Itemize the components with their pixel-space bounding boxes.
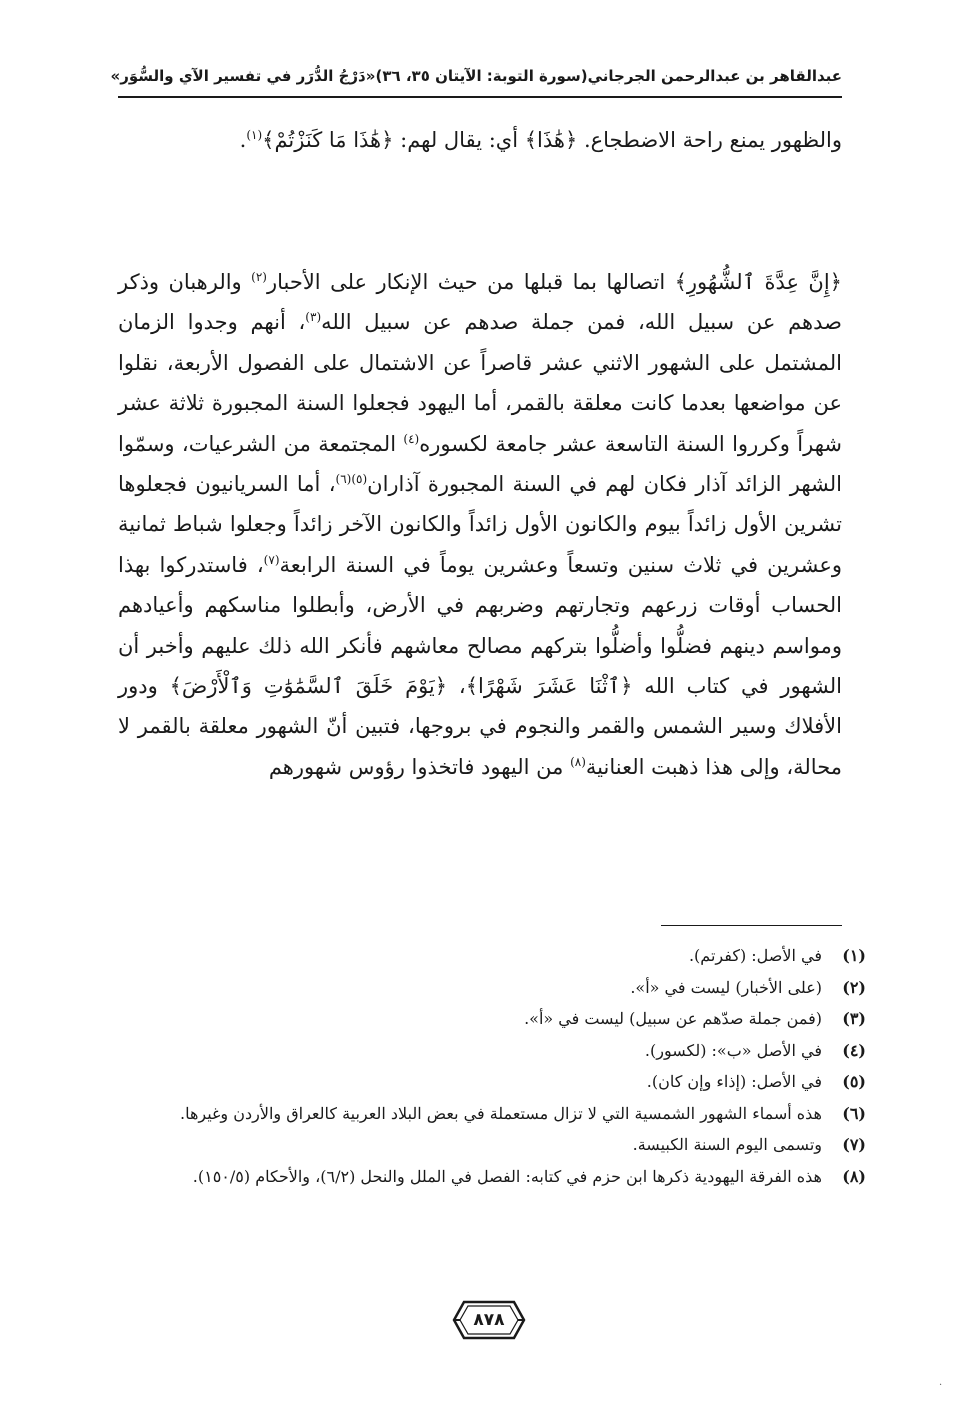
footnote-ref-3[interactable]: (٣) — [305, 310, 322, 325]
footnote-number: (٦) — [842, 1103, 866, 1123]
footnote-number: (٢) — [842, 977, 866, 997]
paragraph-2-seg1: ﴿إِنَّ عِدَّةَ ٱلشُّهُورِ﴾ اتصالها بما قبلها من حيث الإنكار على الأحبار — [266, 270, 842, 294]
footnote-ref-8[interactable]: (٨) — [570, 754, 586, 769]
footnote-number: (٨) — [842, 1166, 866, 1186]
paragraph-2-seg7: من اليهود فاتخذوا رؤوس شهورهم — [268, 754, 571, 779]
footnote-text: هذه أسماء الشهور الشمسية التي لا تزال مستعملة في بعض البلاد العربية كالعراق والأردن وغيرها. — [179, 1103, 822, 1123]
footnote-number: (٥) — [842, 1072, 866, 1091]
footnote-text: في الأصل: (كفرتم). — [688, 946, 822, 965]
footnote-item — [118, 972, 866, 1004]
footnote-text: هذه الفرقة اليهودية ذكرها ابن حزم في كتابه: الفصل في الملل والنحل (٦/٢)، والأحكام (١٥٠/٥). — [192, 1166, 822, 1186]
footnote-number: (٧) — [842, 1135, 866, 1154]
footnote-text: (فمن جملة صدّهم عن سبيل) ليست في «أ». — [524, 1009, 822, 1028]
footnote-item — [118, 1003, 866, 1035]
page-number-ornament — [452, 1300, 526, 1340]
paragraph-2-seg2: والرهبان وذكر صدهم عن سبيل الله، فمن جملة صدهم عن سبيل الله — [118, 270, 842, 335]
footnote-separator — [661, 925, 842, 926]
header-rule — [118, 96, 842, 98]
page-number: ٨٧٨ — [473, 1310, 505, 1330]
footnote-number: (٣) — [842, 1009, 866, 1028]
paragraph-1-text: والظهور يمنع راحة الاضطجاع. ﴿هَٰذَا﴾ أي: يقال لهم: ﴿هَٰذَا مَا كَنَزْتُمْ﴾ — [262, 128, 842, 152]
footnote-text: (على الأخبار) ليست في «أ». — [630, 977, 822, 997]
header-author: عبدالقاهر بن عبدالرحمن الجرجاني — [587, 67, 842, 85]
margin-mark: · — [939, 1380, 943, 1391]
header-book-title: «دَرْجُ الدُّرَر في تفسير الآي والسُّوَر» — [110, 67, 376, 85]
footnote-item — [118, 1129, 866, 1161]
footnote-item — [118, 1161, 866, 1193]
running-header — [110, 56, 842, 96]
footnote-ref-7[interactable]: (٧) — [263, 552, 280, 567]
footnote-item — [118, 1035, 866, 1067]
footnote-text: في الأصل «ب»: (لكسور). — [644, 1040, 822, 1060]
footnote-ref-5-6[interactable]: (٥)(٦) — [335, 472, 368, 487]
paragraph-2-seg5: ، أما السريانيون فجعلوها تشرين الأول زائداً بيوم والكانون الأول زائداً والكانون الآخر زائداً وجعلوا شباط ثمانية وعشرين في ثلاث سنين وتسعاً وعشرين يوماً في السنة الرابعة — [118, 472, 842, 577]
footnote-item — [118, 1098, 866, 1130]
footnote-number: (٤) — [842, 1040, 866, 1060]
footnote-ref-4[interactable]: (٤) — [403, 431, 420, 446]
paragraph-2-seg3: ، أنهم وجدوا الزمان المشتمل على الشهور الاثني عشر قاصراً عن الاشتمال على الفصول الأربعة، نقلوا عن مواضعها بعدما كانت معلقة بالقمر، أما اليهود فجعلوا السنة المجبورة ثلاثة عشر شهراً وكرروا السنة التاسعة عشر جامعة لكسوره — [118, 310, 842, 456]
footnote-ref-1[interactable]: (١) — [246, 128, 263, 142]
paragraph-1 — [118, 120, 842, 160]
footnote-item — [118, 1066, 866, 1098]
paragraph-2-seg4: المجتمعة من الشرعيات، وسمّوا الشهر الزائد آذار فكان لهم في السنة المجبورة آذاران — [118, 431, 842, 497]
paragraph-2 — [118, 262, 842, 787]
footnote-ref-2[interactable]: (٢) — [251, 270, 267, 284]
paragraph-1-end: . — [239, 128, 247, 152]
footnote-number: (١) — [842, 946, 866, 965]
header-surah-reference: (سورة التوبة: الآيتان ٣٥، ٣٦) — [375, 67, 588, 85]
footnote-text: في الأصل: (إذاء وإن كان). — [646, 1072, 822, 1091]
footnote-text: وتسمى اليوم السنة الكبيسة. — [632, 1135, 822, 1154]
footnote-item — [118, 940, 866, 972]
paragraph-2-seg6: ، فاستدركوا بهذا الحساب أوقات زرعهم وتجارتهم وضربهم في الأرض، وأبطلوا مناسكهم وأعيادهم ومواسم دينهم فضلُّوا وأضلُّوا بتركهم مصالح معاشهم فأنكر الله ذلك عليهم وأخبر أن الشهور في كتاب الله ﴿ٱثْنَا عَشَرَ شَهْرًا﴾، ﴿يَوْمَ خَلَقَ ٱلسَّمَٰوَٰتِ وَٱلْأَرْضَ﴾ ودور الأفلاك وسير الشمس والقمر والنجوم في بروجها، فتبين أنّ الشهور معلقة بالقمر لا محالة، وإلى هذا ذهبت العنانية — [118, 552, 842, 779]
footnotes-list — [118, 940, 866, 1192]
